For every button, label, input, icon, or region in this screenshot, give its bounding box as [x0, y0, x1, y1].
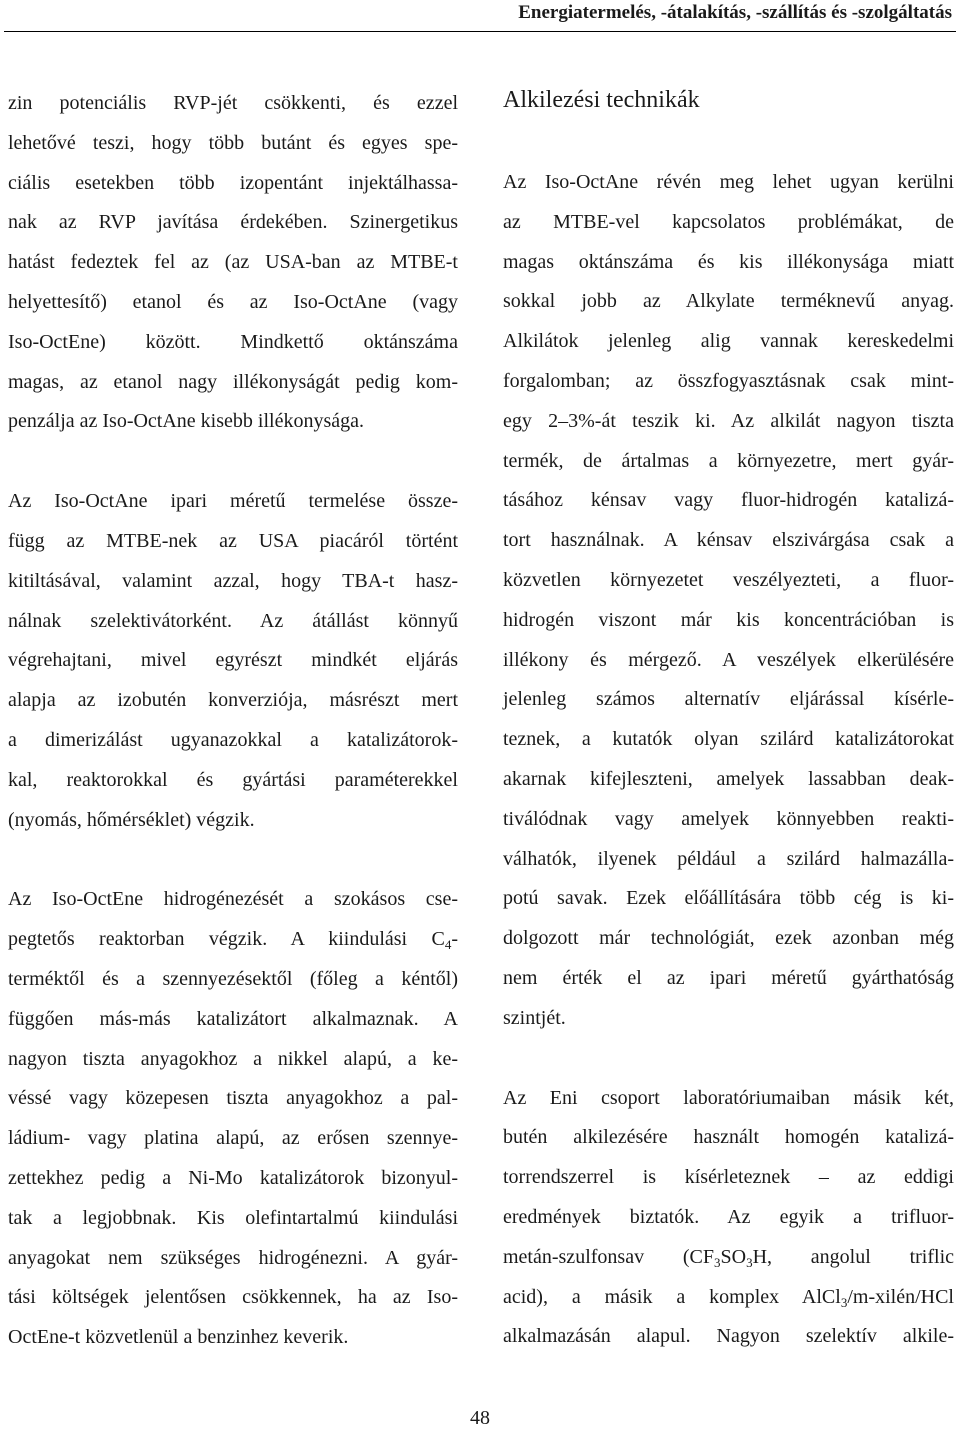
- text-line: véssé vagy közepesen tiszta anyagokhoz a pal-: [8, 1087, 458, 1110]
- text-line-with-formula: [503, 1278, 954, 1318]
- text-line: szintjét.: [503, 1006, 566, 1029]
- text-line: hatást fedeztek fel az (az USA-ban az MTBE-t: [8, 251, 458, 274]
- section-heading: Alkilezési technikák: [503, 87, 700, 113]
- text-line: helyettesítő) etanol és az Iso-OctAne (vagy: [8, 290, 458, 313]
- cf3-subscript: 3: [713, 1254, 721, 1270]
- text-line: zettekhez pedig a Ni-Mo katalizátorok bizonyul-: [8, 1166, 458, 1189]
- text-line: anyagokat nem szükséges hidrogénezni. A gyár-: [8, 1246, 458, 1269]
- text-line: lehetővé teszi, hogy több butánt és egyes spe-: [8, 131, 458, 154]
- text-line: sokkal jobb az Alkylate terméknevű anyag.: [503, 290, 954, 313]
- text-line: az MTBE-vel kapcsolatos problémákat, de: [503, 210, 954, 233]
- right-column: [503, 84, 954, 1357]
- text-line: hidrogén viszont már kis koncentrációban is: [503, 608, 954, 631]
- text-line: függ az MTBE-nek az USA piacáról történt: [8, 529, 458, 552]
- text-line: (nyomás, hőmérséklet) végzik.: [8, 808, 255, 831]
- text-line: zin potenciális RVP-jét csökkenti, és ezzel: [8, 92, 458, 114]
- text-line: potú savak. Ezek előállítására több cég is ki-: [503, 887, 954, 910]
- text-line-with-formula: [503, 1238, 954, 1278]
- text-line: végrehajtani, mivel egyrészt mindkét eljárás: [8, 649, 458, 672]
- text-line: válhatók, ilyenek például a szilárd halmazálla-: [503, 847, 954, 870]
- text-line: Az Eni csoport laboratóriumaiban másik két,: [503, 1086, 954, 1109]
- text-line: tiválódnak vagy amelyek könnyebben reakti-: [503, 807, 954, 830]
- formula-prefix: metán-szulfonsav (CF: [503, 1245, 714, 1268]
- text-line: tásához kénsav vagy fluor-hidrogén katalizá-: [503, 489, 954, 512]
- text-line: alapja az izobutén konverziója, másrészt mert: [8, 689, 458, 712]
- left-paragraph-3: [8, 880, 458, 1358]
- text-line: közvetlen környezetet veszélyezteti, a fluor-: [503, 568, 954, 591]
- text-line: nem érték el az ipari méretű gyárthatóság: [503, 966, 954, 989]
- text-line: tási költségek jelentősen csökkennek, ha az Iso-: [8, 1286, 458, 1309]
- text-line: teznek, a kutatók olyan szilárd katalizátorokat: [503, 728, 954, 751]
- text-line: forgalomban; az összfogyasztásnak csak mint-: [503, 369, 954, 392]
- formula-prefix: pegtetős reaktorban végzik. A kiindulási C: [8, 928, 445, 951]
- text-line: magas, az etanol nagy illékonyságát pedig kom-: [8, 370, 458, 393]
- text-line: ciális esetekben több izopentánt injektálhassa-: [8, 171, 458, 194]
- text-line: alkalmazásán alapul. Nagyon szelektív alkile-: [503, 1325, 954, 1348]
- text-line: Iso-OctEne) között. Mindkettő oktánszáma: [8, 330, 458, 353]
- so3-subscript: 3: [746, 1254, 753, 1270]
- text-line: egy 2–3%-át teszik ki. Az alkilát nagyon tiszta: [503, 409, 954, 432]
- text-line: akarnak kifejleszteni, amelyek lassabban deak-: [503, 767, 954, 790]
- running-header: [0, 0, 960, 32]
- right-paragraph-2: [503, 1079, 954, 1358]
- text-line: tak a legjobbnak. Kis olefintartalmú kiindulási: [8, 1206, 458, 1229]
- text-line: Az Iso-OctAne révén meg lehet ugyan kerülni: [503, 171, 954, 193]
- text-line: termék, de ártalmas a környezetre, mert gyár-: [503, 449, 954, 472]
- so-text: SO: [720, 1245, 747, 1268]
- left-paragraph-1: [8, 84, 458, 442]
- text-line: terméktől és a szennyezésektől (főleg a kéntől): [8, 967, 458, 990]
- paragraph-gap: [8, 840, 458, 880]
- formula-tail: /m-xilén/HCl: [847, 1285, 954, 1308]
- left-paragraph-2: [8, 482, 458, 840]
- text-line: butén alkilezésére használt homogén katalizá-: [503, 1126, 954, 1149]
- running-title: Energiatermelés, -átalakítás, -szállítás és -szolgáltatás: [518, 2, 952, 23]
- right-paragraph-1: [503, 163, 954, 1039]
- paragraph-gap: [503, 1039, 954, 1079]
- header-divider: [4, 31, 956, 32]
- text-line: Alkilátok jelenleg alig vannak kereskedelmi: [503, 330, 954, 353]
- text-line: Az Iso-OctEne hidrogénezését a szokásos cse-: [8, 888, 458, 911]
- text-line: torrendszerrel is kísérleteznek – az eddigi: [503, 1166, 954, 1189]
- text-line: OctEne-t közvetlenül a benzinhez keverik.: [8, 1326, 349, 1349]
- text-line-with-formula: [8, 920, 458, 960]
- text-line: Az Iso-OctAne ipari méretű termelése össze-: [8, 490, 458, 513]
- hyphen: -: [451, 928, 458, 951]
- left-column: [8, 84, 458, 1358]
- text-line: ládium- vagy platina alapú, az erősen szennye-: [8, 1127, 458, 1150]
- text-line: a dimerizálást ugyanazokkal a katalizátorok-: [8, 728, 458, 751]
- c4-subscript: 4: [444, 937, 452, 953]
- text-line: nagyon tiszta anyagokhoz a nikkel alapú, a ke-: [8, 1047, 458, 1070]
- text-line: magas oktánszáma és kis illékonysága miatt: [503, 250, 954, 273]
- page-number: [0, 1405, 960, 1431]
- text-line: nálnak szelektivátorként. Az átállást könnyű: [8, 609, 458, 632]
- text-line: penzálja az Iso-OctAne kisebb illékonysága.: [8, 410, 364, 433]
- formula-tail: H, angolul triflic: [752, 1245, 955, 1268]
- alcl3-subscript: 3: [840, 1294, 848, 1310]
- text-line: függően más-más katalizátort alkalmaznak. A: [8, 1007, 458, 1030]
- text-line: nak az RVP javítása érdekében. Szinergetikus: [8, 211, 458, 234]
- text-line: eredmények biztatók. Az egyik a trifluor-: [503, 1205, 954, 1228]
- paragraph-gap: [8, 442, 458, 482]
- text-line: dolgozott már technológiát, ezek azonban még: [503, 927, 954, 950]
- text-line: illékony és mérgező. A veszélyek elkerülésére: [503, 648, 954, 671]
- text-line: jelenleg számos alternatív eljárással kísérle-: [503, 688, 954, 711]
- text-line: tort használnak. A kénsav elszivárgása csak a: [503, 529, 954, 552]
- formula-prefix: acid), a másik a komplex AlCl: [503, 1285, 841, 1308]
- page-number-text: 48: [470, 1407, 490, 1429]
- text-line: kal, reaktorokkal és gyártási paraméterekkel: [8, 768, 458, 791]
- text-line: kitiltásával, valamint azzal, hogy TBA-t hasz-: [8, 569, 458, 592]
